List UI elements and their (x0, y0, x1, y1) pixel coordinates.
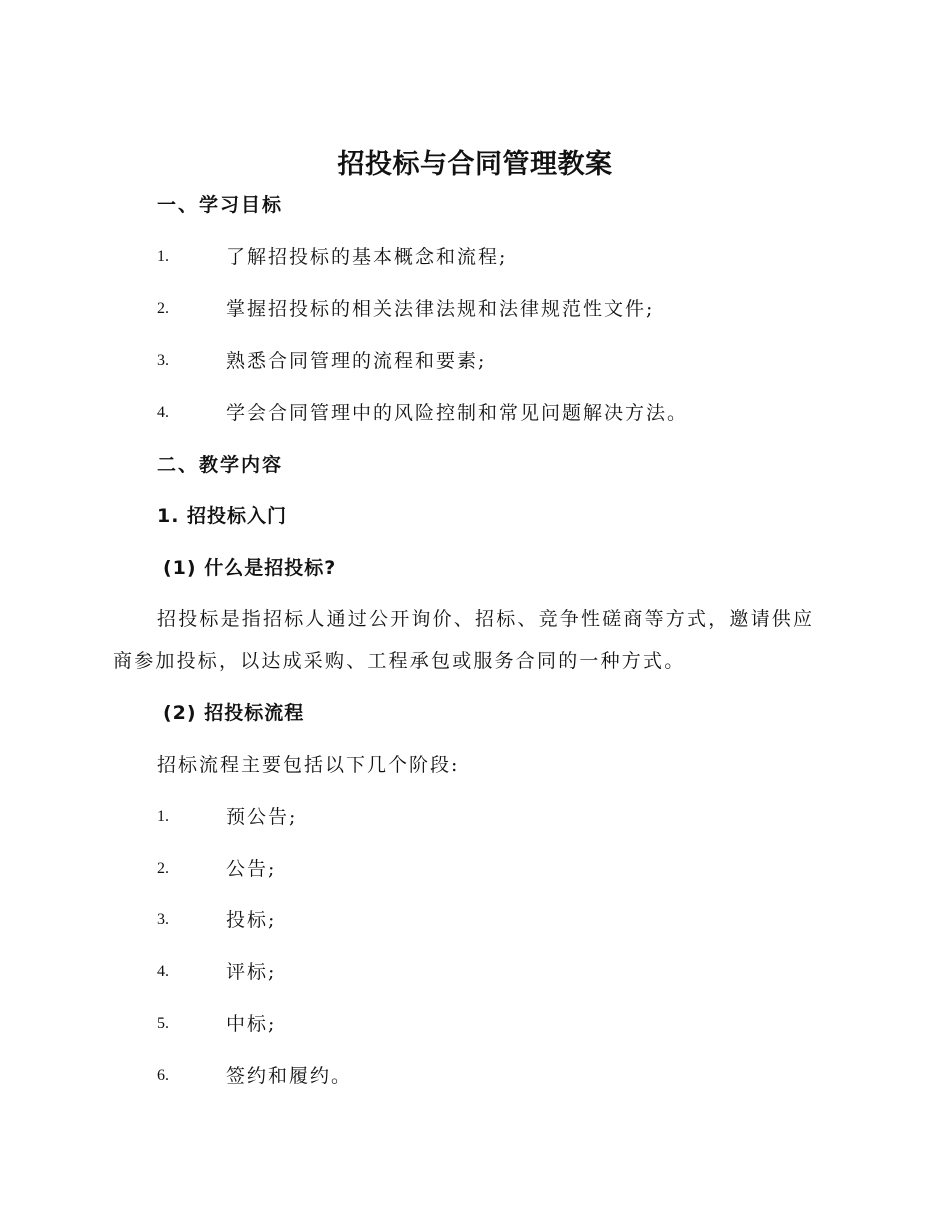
subsection-heading-bidding-intro: 1. 招投标入门 (157, 505, 288, 527)
list-item-number: 1. (157, 808, 169, 825)
list-item-text: 评标; (226, 961, 277, 983)
list-item-text: 中标; (226, 1013, 277, 1035)
list-item-text: 掌握招投标的相关法律法规和法律规范性文件; (226, 298, 655, 320)
section-heading-learning-goals: 一、学习目标 (157, 194, 284, 216)
list-item-number: 5. (157, 1015, 169, 1032)
list-item-text: 学会合同管理中的风险控制和常见问题解决方法。 (226, 402, 689, 424)
part-heading-bidding-process: (2) 招投标流程 (163, 702, 305, 724)
paragraph-bidding-definition: 招投标是指招标人通过公开询价、招标、竞争性磋商等方式，邀请供应商参加投标，以达成采购、工程承包或服务合同的一种方式。 (113, 608, 815, 672)
list-item-number: 4. (157, 963, 169, 980)
list-item-number: 3. (157, 352, 169, 369)
list-item-number: 6. (157, 1067, 169, 1084)
list-item-number: 1. (157, 248, 169, 265)
section-heading-teaching-content: 二、教学内容 (157, 454, 284, 476)
paragraph-process-intro: 招标流程主要包括以下几个阶段: (157, 754, 460, 776)
part-heading-what-is-bidding: (1) 什么是招投标? (163, 557, 337, 579)
list-item-number: 2. (157, 860, 169, 877)
list-item-text: 熟悉合同管理的流程和要素; (226, 350, 487, 372)
document-title: 招投标与合同管理教案 (337, 149, 613, 180)
list-item-number: 3. (157, 911, 169, 928)
list-item-text: 签约和履约。 (226, 1065, 353, 1087)
list-item-number: 4. (157, 404, 169, 421)
list-item-number: 2. (157, 300, 169, 317)
list-item-text: 公告; (226, 858, 277, 880)
list-item-text: 投标; (226, 909, 277, 931)
list-item-text: 预公告; (226, 806, 298, 828)
list-item-text: 了解招投标的基本概念和流程; (226, 246, 508, 268)
